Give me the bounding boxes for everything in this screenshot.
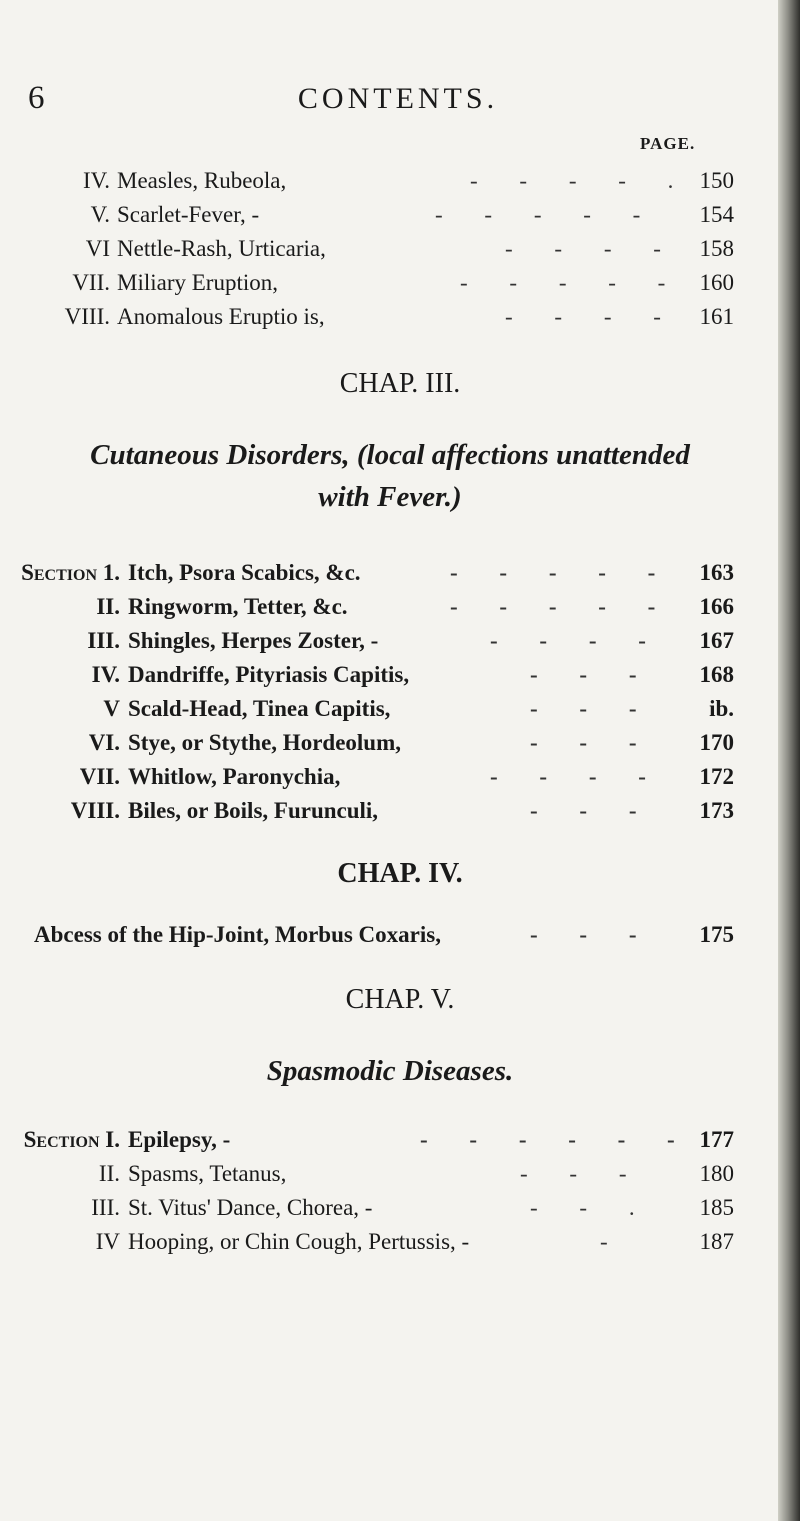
entry-number: III. xyxy=(91,1195,120,1220)
entry-title: Scarlet-Fever, - xyxy=(117,202,260,227)
entry-title: Abcess of the Hip-Joint, Morbus Coxaris, xyxy=(34,922,441,947)
entry-page: 161 xyxy=(699,304,734,329)
toc-entry xyxy=(0,1229,800,1263)
entry-title: Miliary Eruption, xyxy=(117,270,278,295)
entry-page: 163 xyxy=(699,560,734,585)
entry-number: IV. xyxy=(82,168,110,193)
entry-number: Section I. xyxy=(23,1127,120,1152)
leader-dots: - - - xyxy=(530,922,655,947)
entry-title: Ringworm, Tetter, &c. xyxy=(128,594,348,619)
entry-title: Anomalous Eruptio is, xyxy=(117,304,325,329)
toc-entry xyxy=(0,696,800,730)
toc-entry xyxy=(0,236,800,270)
entry-title: Hooping, or Chin Cough, Pertussis, - xyxy=(128,1229,470,1254)
toc-entry xyxy=(0,202,800,236)
entry-title: Itch, Psora Scabics, &c. xyxy=(128,560,361,585)
entry-title: Nettle-Rash, Urticaria, xyxy=(117,236,326,261)
entry-page: ib. xyxy=(709,696,734,721)
chapter-subtitle-line2: with Fever.) xyxy=(318,481,462,513)
chapter-subtitle: Spasmodic Diseases. xyxy=(266,1055,514,1087)
toc-entry xyxy=(0,798,800,832)
leader-dots: - - - - xyxy=(505,236,679,261)
entry-number: Section 1. xyxy=(21,560,120,585)
leader-dots: - xyxy=(600,1229,626,1254)
entry-number: IV xyxy=(95,1229,120,1254)
entry-number: VI xyxy=(85,236,110,261)
entry-page: 187 xyxy=(699,1229,734,1254)
entry-title: Biles, or Boils, Furunculi, xyxy=(128,798,379,823)
entry-number: II. xyxy=(96,594,120,619)
toc-entry xyxy=(0,270,800,304)
entry-page: 168 xyxy=(699,662,734,687)
entry-page: 160 xyxy=(699,270,734,295)
leader-dots: - - - - - xyxy=(450,594,674,619)
entry-title: Scald-Head, Tinea Capitis, xyxy=(128,696,391,721)
toc-entry xyxy=(0,1161,800,1195)
entry-page: 170 xyxy=(699,730,734,755)
entry-title: Whitlow, Paronychia, xyxy=(128,764,341,789)
entry-number: IV. xyxy=(91,662,120,687)
entry-title: Spasms, Tetanus, xyxy=(128,1161,287,1186)
leader-dots: - - - xyxy=(530,730,655,755)
leader-dots: - - . xyxy=(530,1195,653,1220)
leader-dots: - - - - xyxy=(505,304,679,329)
entry-title: Epilepsy, - xyxy=(128,1127,231,1152)
leader-dots: - - - - - xyxy=(460,270,684,295)
page-column-label: PAGE. xyxy=(640,134,696,153)
leader-dots: - - - - xyxy=(490,628,664,653)
entry-page: 173 xyxy=(699,798,734,823)
toc-entry xyxy=(0,1195,800,1229)
entry-page: 180 xyxy=(699,1161,734,1186)
entry-title: Stye, or Stythe, Hordeolum, xyxy=(128,730,402,755)
chapter-heading: CHAP. III. xyxy=(339,368,461,399)
toc-entry xyxy=(0,764,800,798)
leader-dots: - - - xyxy=(530,662,655,687)
entry-page: 150 xyxy=(699,168,734,193)
leader-dots: - - - xyxy=(530,696,655,721)
toc-entry xyxy=(0,560,800,594)
entry-number: VI. xyxy=(88,730,120,755)
entry-number: VII. xyxy=(72,270,110,295)
chapter-subtitle-line1: Cutaneous Disorders, (local affections unattended xyxy=(90,439,690,471)
entry-page: 172 xyxy=(699,764,734,789)
running-title: CONTENTS. xyxy=(297,82,499,115)
entry-page: 167 xyxy=(699,628,734,653)
running-header xyxy=(28,80,768,126)
toc-entry xyxy=(0,594,800,628)
chapter-heading: CHAP. V. xyxy=(345,984,455,1015)
entry-number: VII. xyxy=(79,764,120,789)
entry-page: 175 xyxy=(699,922,734,947)
leader-dots: - - - - xyxy=(490,764,664,789)
toc-entry xyxy=(0,1127,800,1161)
entry-title: Shingles, Herpes Zoster, - xyxy=(128,628,379,653)
entry-number: III. xyxy=(87,628,120,653)
leader-dots: - - - xyxy=(520,1161,645,1186)
entry-page: 158 xyxy=(699,236,734,261)
leader-dots: - - - - - - xyxy=(420,1127,693,1152)
entry-number: V xyxy=(103,696,120,721)
entry-title: St. Vitus' Dance, Chorea, - xyxy=(128,1195,373,1220)
chapter-heading: CHAP. IV. xyxy=(337,858,463,889)
toc-entry xyxy=(0,730,800,764)
leader-dots: - - - xyxy=(530,798,655,823)
leader-dots: - - - - - xyxy=(435,202,659,227)
entry-title: Measles, Rubeola, xyxy=(117,168,287,193)
entry-page: 185 xyxy=(699,1195,734,1220)
leader-dots: - - - - . xyxy=(470,168,692,193)
entry-number: VIII. xyxy=(64,304,110,329)
toc-entry xyxy=(0,304,800,338)
entry-number: VIII. xyxy=(70,798,120,823)
page-number: 6 xyxy=(28,80,45,116)
entry-number: V. xyxy=(90,202,110,227)
entry-title: Dandriffe, Pityriasis Capitis, xyxy=(128,662,410,687)
entry-page: 166 xyxy=(699,594,734,619)
toc-entry xyxy=(0,628,800,662)
toc-entry xyxy=(0,168,800,202)
toc-entry xyxy=(0,922,800,956)
toc-entry xyxy=(0,662,800,696)
entry-page: 154 xyxy=(699,202,734,227)
leader-dots: - - - - - xyxy=(450,560,674,585)
entry-number: II. xyxy=(98,1161,120,1186)
entry-page: 177 xyxy=(699,1127,734,1152)
